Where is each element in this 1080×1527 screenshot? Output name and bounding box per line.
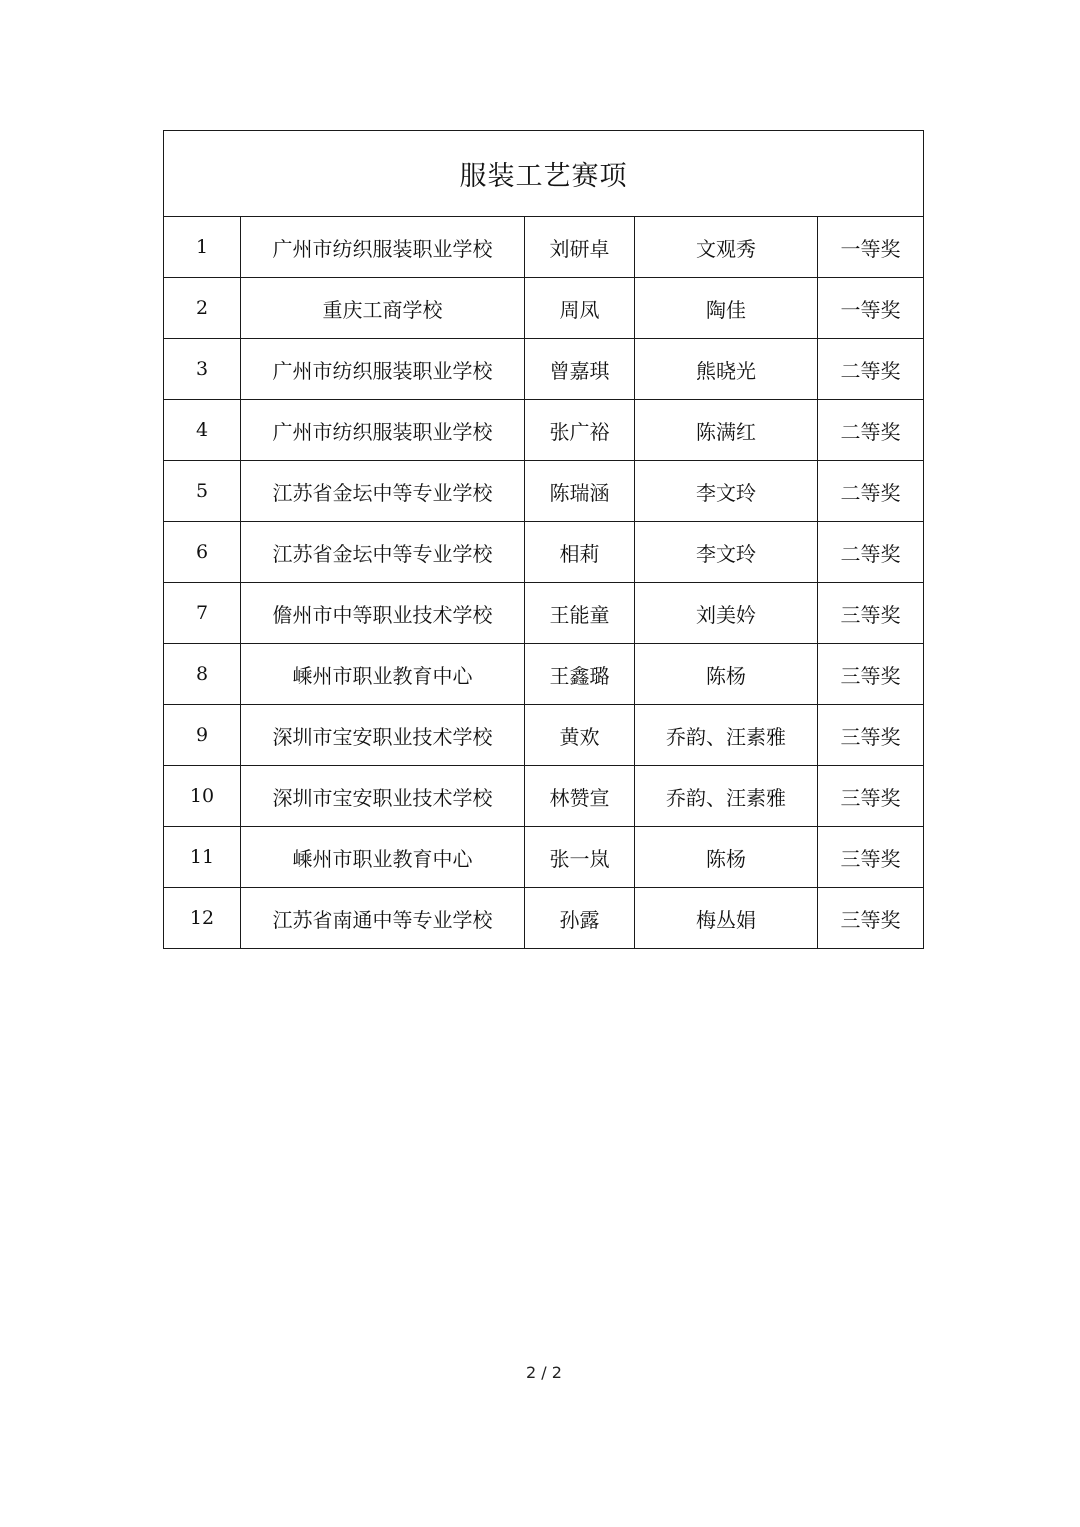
row-number: 11 <box>164 827 241 888</box>
award-level: 一等奖 <box>818 278 924 339</box>
award-level: 一等奖 <box>818 217 924 278</box>
award-level: 三等奖 <box>818 827 924 888</box>
table-row <box>164 339 924 400</box>
row-number: 6 <box>164 522 241 583</box>
results-table <box>163 130 924 949</box>
section-title: 服装工艺赛项 <box>164 131 924 217</box>
student-name: 林赞宣 <box>525 766 635 827</box>
student-name: 王鑫璐 <box>525 644 635 705</box>
student-name: 刘研卓 <box>525 217 635 278</box>
row-number: 7 <box>164 583 241 644</box>
school-name: 深圳市宝安职业技术学校 <box>241 705 525 766</box>
table-row <box>164 827 924 888</box>
row-number: 2 <box>164 278 241 339</box>
student-name: 黄欢 <box>525 705 635 766</box>
teacher-name: 乔韵、汪素雅 <box>635 766 818 827</box>
table-row <box>164 217 924 278</box>
teacher-name: 陶佳 <box>635 278 818 339</box>
school-name: 江苏省金坛中等专业学校 <box>241 461 525 522</box>
student-name: 陈瑞涵 <box>525 461 635 522</box>
school-name: 广州市纺织服装职业学校 <box>241 339 525 400</box>
school-name: 广州市纺织服装职业学校 <box>241 400 525 461</box>
table-row <box>164 461 924 522</box>
award-level: 三等奖 <box>818 583 924 644</box>
student-name: 相莉 <box>525 522 635 583</box>
table-row <box>164 522 924 583</box>
teacher-name: 陈满红 <box>635 400 818 461</box>
teacher-name: 梅丛娟 <box>635 888 818 949</box>
award-level: 三等奖 <box>818 766 924 827</box>
student-name: 曾嘉琪 <box>525 339 635 400</box>
row-number: 1 <box>164 217 241 278</box>
award-level: 三等奖 <box>818 888 924 949</box>
school-name: 江苏省南通中等专业学校 <box>241 888 525 949</box>
student-name: 张广裕 <box>525 400 635 461</box>
teacher-name: 陈杨 <box>635 827 818 888</box>
school-name: 重庆工商学校 <box>241 278 525 339</box>
table-row <box>164 705 924 766</box>
table-row <box>164 888 924 949</box>
school-name: 儋州市中等职业技术学校 <box>241 583 525 644</box>
title-row <box>164 131 924 217</box>
row-number: 12 <box>164 888 241 949</box>
row-number: 10 <box>164 766 241 827</box>
school-name: 广州市纺织服装职业学校 <box>241 217 525 278</box>
award-level: 二等奖 <box>818 400 924 461</box>
teacher-name: 熊晓光 <box>635 339 818 400</box>
award-level: 二等奖 <box>818 461 924 522</box>
row-number: 3 <box>164 339 241 400</box>
school-name: 江苏省金坛中等专业学校 <box>241 522 525 583</box>
table-row <box>164 278 924 339</box>
award-level: 二等奖 <box>818 522 924 583</box>
award-level: 二等奖 <box>818 339 924 400</box>
row-number: 4 <box>164 400 241 461</box>
teacher-name: 刘美妗 <box>635 583 818 644</box>
row-number: 8 <box>164 644 241 705</box>
award-level: 三等奖 <box>818 705 924 766</box>
award-level: 三等奖 <box>818 644 924 705</box>
table-row <box>164 583 924 644</box>
teacher-name: 乔韵、汪素雅 <box>635 705 818 766</box>
student-name: 王能童 <box>525 583 635 644</box>
table-row <box>164 766 924 827</box>
teacher-name: 李文玲 <box>635 461 818 522</box>
school-name: 嵊州市职业教育中心 <box>241 644 525 705</box>
page-number: 2 / 2 <box>526 1363 562 1382</box>
student-name: 孙露 <box>525 888 635 949</box>
student-name: 周凤 <box>525 278 635 339</box>
table-row <box>164 400 924 461</box>
row-number: 9 <box>164 705 241 766</box>
student-name: 张一岚 <box>525 827 635 888</box>
teacher-name: 陈杨 <box>635 644 818 705</box>
teacher-name: 文观秀 <box>635 217 818 278</box>
school-name: 深圳市宝安职业技术学校 <box>241 766 525 827</box>
row-number: 5 <box>164 461 241 522</box>
teacher-name: 李文玲 <box>635 522 818 583</box>
school-name: 嵊州市职业教育中心 <box>241 827 525 888</box>
table-row <box>164 644 924 705</box>
